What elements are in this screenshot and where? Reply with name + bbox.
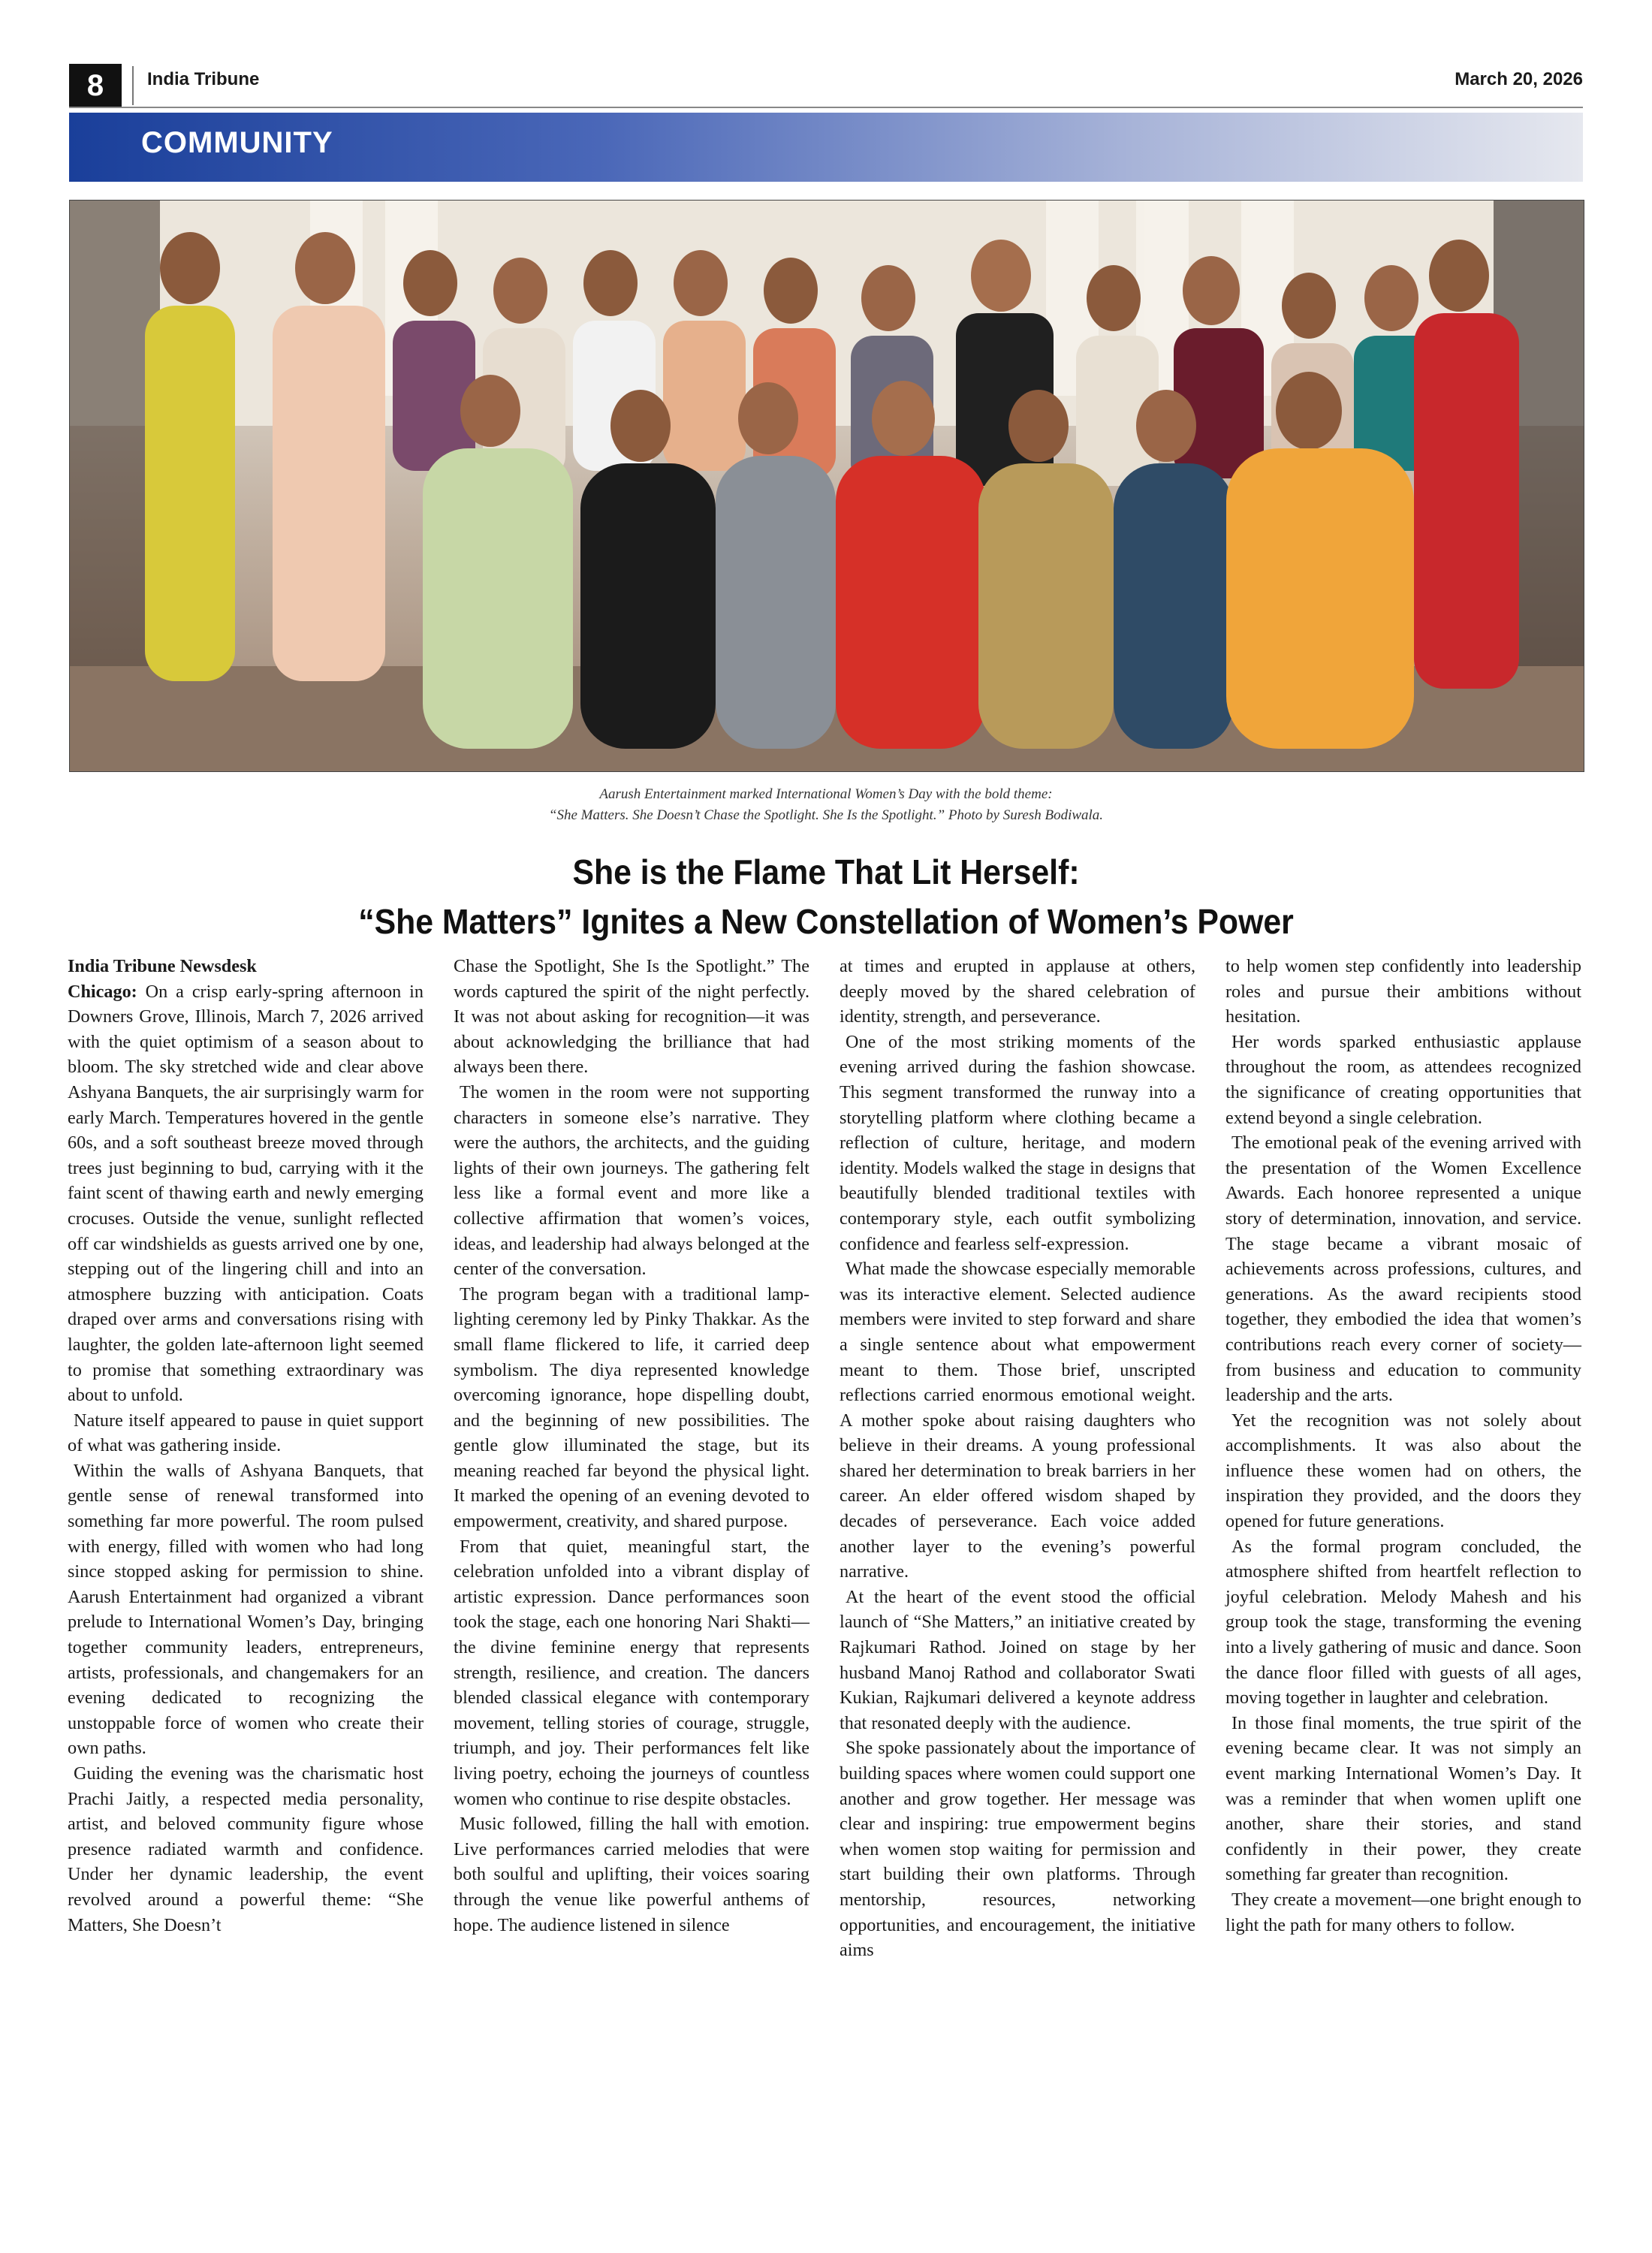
- paragraph: Guiding the evening was the charismatic host Prachi Jaitly, a respected media personality, artist, and beloved community figure whose presence radiated warmth and confidence. Under her dynamic leadership, the event revolved around a powerful theme: “She Matters, She Doesn’t: [68, 1763, 424, 1935]
- caption-line-1: Aarush Entertainment marked International Women’s Day with the bold theme:: [599, 786, 1053, 802]
- article-column-4: [1225, 954, 1581, 1938]
- paragraph: Her words sparked enthusiastic applause throughout the room, as attendees recognized the significance of creating opportunities that extend beyond a single celebration.: [1225, 1031, 1581, 1128]
- photo-caption: [69, 784, 1583, 826]
- page-number: 8: [69, 64, 122, 107]
- paragraph: They create a movement—one bright enough to light the path for many others to follow.: [1225, 1889, 1581, 1935]
- paragraph: The program began with a traditional lamp-lighting ceremony led by Pinky Thakkar. As the small flame flickered to life, it carried deep symbolism. The diya represented knowledge overcoming ignorance, hope dispelling doubt, and the beginning of new possibilities. The gentle glow illuminated the stage, but its meaning reached far beyond the physical light. It marked the opening of an evening devoted to empowerment, creativity, and shared purpose.: [454, 1283, 809, 1532]
- paragraph: In those final moments, the true spirit of the evening became clear. It was not simply an event marking International Women’s Day. It was a reminder that when women uplift one another, share their stories, and stand confidently in their power, they create something far greater than recognition.: [1225, 1712, 1581, 1885]
- paragraph: What made the showcase especially memorable was its interactive element. Selected audience members were invited to step forward and share a single sentence about what empowerment meant to them. Those brief, unscripted reflections carried enormous emotional weight. A mother spoke about raising daughters who believe in their dreams. A young professional shared her determination to break barriers in her career. An elder offered wisdom shaped by decades of perseverance. Each voice added another layer to the evening’s powerful narrative.: [840, 1259, 1195, 1582]
- paragraph: One of the most striking moments of the evening arrived during the fashion showcase. This segment transformed the runway into a storytelling platform where clothing became a reflection of culture, heritage, and modern identity. Models walked the stage in designs that beautifully blended traditional textiles with contemporary style, each outfit symbolizing confidence and fearless self-expression.: [840, 1031, 1195, 1254]
- paragraph-text: On a crisp early-spring afternoon in Downers Grove, Illinois, March 7, 2026 arrived with the quiet optimism of a season about to bloom. The sky stretched wide and clear above Ashyana Banquets, the air surprisingly warm for early March. Temperatures hovered in the gentle 60s, and a soft southeast breeze moved through trees just beginning to bud, carrying with it the faint scent of thawing earth and newly emerging crocuses. Outside the venue, sunlight reflected off car windshields as guests arrived one by one, stepping out of the lingering chill and into an atmosphere buzzing with anticipation. Coats draped over arms and conversations rising with laughter, the golden late-afternoon light seemed to promise that something extraordinary was about to unfold.: [68, 981, 424, 1406]
- header-divider: [132, 66, 134, 105]
- dateline: Chicago:: [68, 981, 137, 1002]
- headline-line-2: “She Matters” Ignites a New Constellation of Women’s Power: [358, 902, 1294, 941]
- paragraph: Chase the Spotlight, She Is the Spotlight.” The words captured the spirit of the night perfectly. It was not about asking for recognition—it was about acknowledging the brilliance that had always been there.: [454, 956, 809, 1078]
- paragraph: Nature itself appeared to pause in quiet support of what was gathering inside.: [68, 1410, 424, 1456]
- paragraph: Yet the recognition was not solely about accomplishments. It was also about the influence these women had on others, the inspiration they provided, and the doors they opened for future generations.: [1225, 1410, 1581, 1532]
- section-banner: [69, 113, 1583, 182]
- publication-name: India Tribune: [147, 69, 260, 89]
- section-title: COMMUNITY: [141, 126, 333, 159]
- paragraph: at times and erupted in applause at others, deeply moved by the shared celebration of identity, strength, and perseverance.: [840, 956, 1195, 1027]
- byline: India Tribune Newsdesk: [68, 956, 257, 976]
- article-column-3: [840, 954, 1195, 1963]
- headline-line-1: She is the Flame That Lit Herself:: [572, 852, 1080, 891]
- paragraph: From that quiet, meaningful start, the celebration unfolded into a vibrant display of artistic expression. Dance performances soon took the stage, each one honoring Nari Shakti—the divine feminine energy that represents strength, resilience, and creation. The dancers blended classical elegance with contemporary movement, telling stories of courage, struggle, triumph, and joy. Their performances felt like living poetry, echoing the journeys of countless women who continue to rise despite obstacles.: [454, 1536, 809, 1809]
- group-photo: [69, 200, 1584, 772]
- paragraph: The women in the room were not supporting characters in someone else’s narrative. They were the authors, the architects, and the guiding lights of their own journeys. The gathering felt less like a formal event and more like a collective affirmation that women’s voices, ideas, and leadership had always belonged at the center of the conversation.: [454, 1081, 809, 1280]
- article-headline: [122, 847, 1530, 946]
- article-column-1: [68, 954, 424, 1938]
- paragraph: She spoke passionately about the importance of building spaces where women could support one another and grow together. Her message was clear and inspiring: true empowerment begins when women stop waiting for permission and start building their own platforms. Through mentorship, resources, networking opportunities, and encouragement, the initiative aims: [840, 1738, 1195, 1961]
- paragraph: Music followed, filling the hall with emotion. Live performances carried melodies that were both soulful and uplifting, their voices soaring through the venue like powerful anthems of hope. The audience listened in silence: [454, 1814, 809, 1935]
- issue-date: March 20, 2026: [1455, 69, 1583, 89]
- paragraph: The emotional peak of the evening arrived with the presentation of the Women Excellence Awards. Each honoree represented a unique story of determination, innovation, and service. The stage became a vibrant mosaic of achievements across professions, cultures, and generations. As the award recipients stood together, they embodied the idea that women’s contributions reach every corner of society—from business and education to community leadership and the arts.: [1225, 1133, 1581, 1406]
- paragraph: At the heart of the event stood the official launch of “She Matters,” an initiative created by Rajkumari Rathod. Joined on stage by her husband Manoj Rathod and collaborator Swati Kukian, Rajkumari delivered a keynote address that resonated deeply with the audience.: [840, 1586, 1195, 1733]
- paragraph: [68, 979, 424, 1408]
- caption-line-2: “She Matters. She Doesn’t Chase the Spotlight. She Is the Spotlight.” Photo by Suresh Bodiwala.: [548, 807, 1104, 823]
- group-photo-illustration: [70, 201, 1584, 771]
- paragraph: As the formal program concluded, the atmosphere shifted from heartfelt reflection to joyful celebration. Melody Mahesh and his group took the stage, transforming the evening into a lively gathering of music and dance. Soon the dance floor filled with guests of all ages, moving together in laughter and celebration.: [1225, 1536, 1581, 1709]
- header-rule: [69, 107, 1583, 108]
- article-column-2: [454, 954, 809, 1938]
- paragraph: Within the walls of Ashyana Banquets, that gentle sense of renewal transformed into something far more powerful. The room pulsed with energy, filled with women who had long since stopped asking for permission to shine. Aarush Entertainment had organized a vibrant prelude to International Women’s Day, bringing together community leaders, entrepreneurs, artists, professionals, and changemakers for an evening dedicated to recognizing the unstoppable force of women who create their own paths.: [68, 1460, 424, 1759]
- paragraph: to help women step confidently into leadership roles and pursue their ambitions without hesitation.: [1225, 956, 1581, 1027]
